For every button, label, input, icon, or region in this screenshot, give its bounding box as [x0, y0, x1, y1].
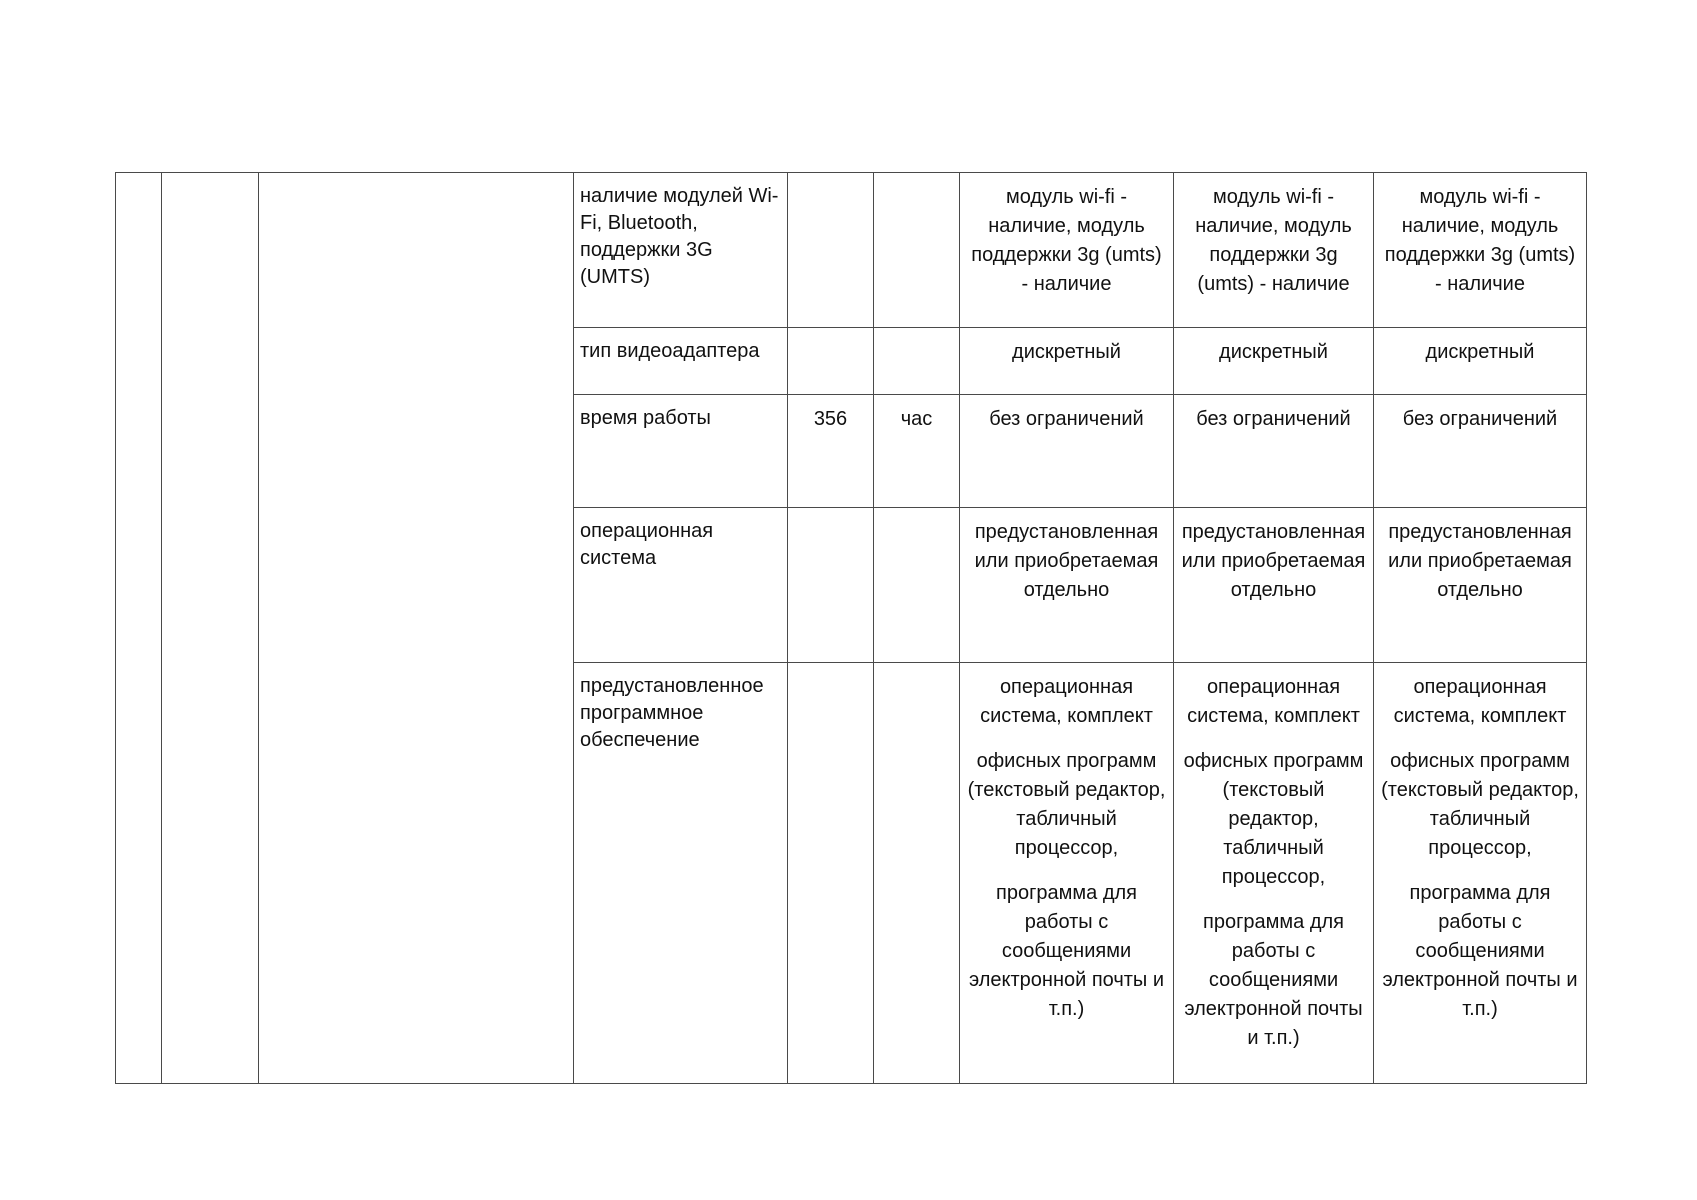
option-text: дискретный	[1012, 341, 1121, 363]
option-cell-3	[1374, 508, 1587, 663]
option-text: дискретный	[1219, 341, 1328, 363]
blank-cell-code	[162, 173, 259, 1084]
option-text: программа для работы с сообщениями электронной почты и т.п.)	[1382, 882, 1578, 1020]
option-text: программа для работы с сообщениями электронной почты и т.п.)	[968, 882, 1165, 1020]
specification-table	[115, 172, 1587, 1084]
option-cell-3	[1374, 173, 1587, 328]
option-text: дискретный	[1425, 341, 1535, 363]
option-text: без ограничений	[989, 408, 1144, 430]
option-text: операционная система, комплект	[1187, 676, 1360, 727]
parameter-unit	[874, 508, 960, 663]
option-text: без ограничений	[1402, 408, 1558, 430]
option-text: без ограничений	[1196, 408, 1351, 430]
option-cell-1	[960, 173, 1174, 328]
option-text: операционная система, комплект	[980, 676, 1153, 727]
option-text: офисных программ (текстовый редактор, табличный процессор,	[1183, 750, 1364, 888]
parameter-value	[788, 508, 874, 663]
option-cell-1	[960, 508, 1174, 663]
option-text: модуль wi-fi - наличие, модуль поддержки 3g (umts) - наличие	[1195, 186, 1352, 295]
option-text: предустановленная или приобретаемая отдельно	[1181, 521, 1366, 601]
parameter-unit	[874, 328, 960, 395]
option-text: офисных программ (текстовый редактор, табличный процессор,	[967, 750, 1166, 859]
blank-cell-number	[116, 173, 162, 1084]
option-cell-3	[1374, 395, 1587, 508]
option-text: офисных программ (текстовый редактор, табличный процессор,	[1381, 750, 1579, 859]
option-cell-2	[1174, 395, 1374, 508]
parameter-name: время работы	[574, 395, 788, 508]
option-cell-3	[1374, 328, 1587, 395]
parameter-name: наличие модулей Wi-Fi, Bluetooth, поддержки 3G (UMTS)	[574, 173, 788, 328]
option-cell-2	[1174, 663, 1374, 1084]
option-cell-1	[960, 663, 1174, 1084]
option-cell-2	[1174, 328, 1374, 395]
parameter-unit: час	[874, 395, 960, 508]
parameter-value: 356	[788, 395, 874, 508]
parameter-value	[788, 328, 874, 395]
option-cell-2	[1174, 173, 1374, 328]
option-text: программа для работы с сообщениями электронной почты и т.п.)	[1184, 911, 1363, 1049]
parameter-unit	[874, 173, 960, 328]
option-text: предустановленная или приобретаемая отдельно	[974, 521, 1159, 601]
option-cell-1	[960, 328, 1174, 395]
parameter-name: тип видеоадаптера	[574, 328, 788, 395]
option-cell-2	[1174, 508, 1374, 663]
parameter-name: предустановленное программное обеспечение	[574, 663, 788, 1084]
option-text: операционная система, комплект	[1393, 676, 1567, 727]
parameter-value	[788, 663, 874, 1084]
option-text: модуль wi-fi - наличие, модуль поддержки 3g (umts) - наличие	[1384, 186, 1576, 295]
option-cell-3	[1374, 663, 1587, 1084]
parameter-unit	[874, 663, 960, 1084]
parameter-value	[788, 173, 874, 328]
option-text: модуль wi-fi - наличие, модуль поддержки 3g (umts) - наличие	[971, 186, 1162, 295]
parameter-name: операционная система	[574, 508, 788, 663]
option-cell-1	[960, 395, 1174, 508]
blank-cell-name	[259, 173, 574, 1084]
table-row	[116, 173, 1587, 328]
option-text: предустановленная или приобретаемая отдельно	[1388, 521, 1572, 601]
